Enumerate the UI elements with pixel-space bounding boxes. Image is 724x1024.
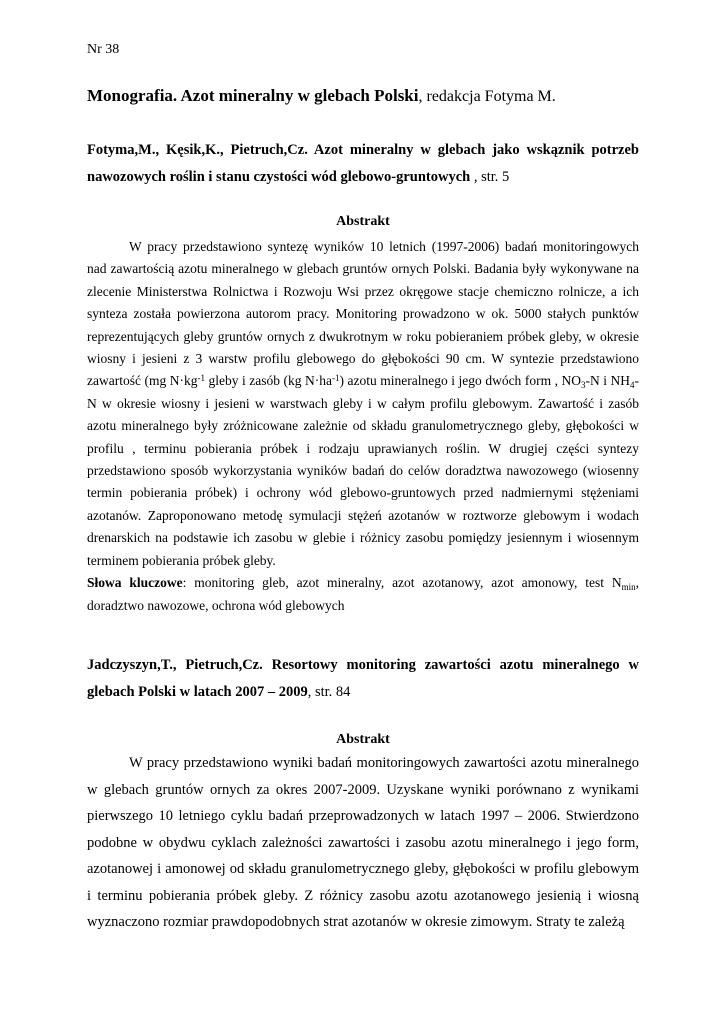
article2-citation — [87, 652, 639, 706]
article1-citation-title: Fotyma,M., Kęsik,K., Pietruch,Cz. Azot mineralny w glebach jako wskąznik potrzeb nawozowych roślin i stanu czystości wód glebowo-gruntowych — [87, 142, 639, 185]
subscript: 3 — [580, 380, 586, 391]
abstract-text-part: gleby i zasób (kg N·ha — [205, 373, 333, 389]
page-number-label: Nr 38 — [87, 42, 120, 57]
keywords-label: Słowa kluczowe — [87, 575, 183, 591]
keywords-text: , doradztwo nawozowe, ochrona wód glebowych — [87, 575, 639, 613]
monograph-editor: , redakcja Fotyma M. — [418, 88, 556, 105]
superscript: -1 — [197, 373, 205, 384]
keywords-text: : monitoring gleb, azot mineralny, azot azotanowy, azot amonowy, test N — [182, 575, 622, 591]
article2-abstract-text: W pracy przedstawiono wyniki badań monitoringowych zawartości azotu mineralnego w glebach gruntów ornych za okres 2007-2009. Uzyskane wyniki porównano z wynikami pierwszego 10 letniego cyklu badań przeprowadzonych w latach 1997 – 2006. Stwierdzono podobne w obydwu cyklach zależności zawartości i zasobu azotu mineralnego i jego form, azotanowej i amonowej od składu granulometrycznego gleby, głębokości w profilu glebowym i terminu pobierania próbek gleby. Z różnicy zasobu azotu azotanowego jesienią i wiosną wyznaczono rozmiar prawdopodobnych strat azotanów w okresie zimowym. Straty te zależą — [87, 755, 639, 930]
subscript: min — [621, 582, 636, 593]
article2-page-ref: , str. 84 — [307, 684, 351, 700]
article2-citation-title: Jadczyszyn,T., Pietruch,Cz. Resortowy monitoring zawartości azotu mineralnego w glebach Polski w latach 2007 – 2009 — [87, 657, 639, 700]
article1-abstract-heading: Abstrakt — [336, 214, 390, 229]
abstract-text-part: W pracy przedstawiono syntezę wyników 10 letnich (1997-2006) badań monitoringowych nad zawartością azotu mineralnego w glebach gruntów ornych Polski. Badania były wykonywane na zlecenie Ministerstwa Rolnictwa i Rozwoju Wsi przez okręgowe stacje chemiczno rolnicze, a ich synteza została powierzona autorom pracy. Monitoring prowadzono w ok. 5000 stałych punktów reprezentujących gleby gruntów ornych z dwukrotnym w roku pobieraniem próbek gleby, w okresie wiosny i jesieni z 3 warstw profilu glebowego do głębokości 90 cm. W syntezie przedstawiono zawartość (mg N·kg — [87, 239, 639, 389]
monograph-title: Monografia. Azot mineralny w glebach Polski — [87, 86, 419, 105]
monograph-heading — [87, 86, 556, 106]
article1-abstract — [87, 236, 639, 617]
article1-abstract-text — [87, 236, 639, 572]
article1-keywords — [87, 572, 639, 617]
superscript: -1 — [332, 373, 340, 384]
subscript: 4 — [630, 380, 635, 391]
article2-abstract — [87, 750, 639, 936]
article1-page-ref: , str. 5 — [470, 169, 510, 185]
abstract-text-part: -N i NH — [585, 373, 630, 389]
article1-citation — [87, 137, 639, 191]
abstract-text-part: ) azotu mineralnego i jego dwóch form , NO — [339, 373, 581, 389]
abstract-text-part: -N w okresie wiosny i jesieni w warstwach gleby i w całym profilu glebowym. Zawartość i zasób azotu mineralnego były zróżnicowane zależnie od składu granulometrycznego gleby, głębokości w profilu , terminu pobierania próbek i rodzaju uprawianych roślin. W drugiej części syntezy przedstawiono sposób wykorzystania wyników badań do celów doradztwa nawozowego (wiosenny termin pobierania próbek) i ochrony wód glebowo-gruntowych przed nadmiernymi stężeniami azotanów. Zaproponowano metodę symulacji stężeń azotanów w roztworze glebowym i wodach drenarskich na podstawie ich zasobu w glebie i różnicy zasobu pomiędzy jesiennym i wiosennym terminem pobierania próbek gleby. — [87, 373, 639, 568]
article2-abstract-heading: Abstrakt — [336, 732, 390, 747]
